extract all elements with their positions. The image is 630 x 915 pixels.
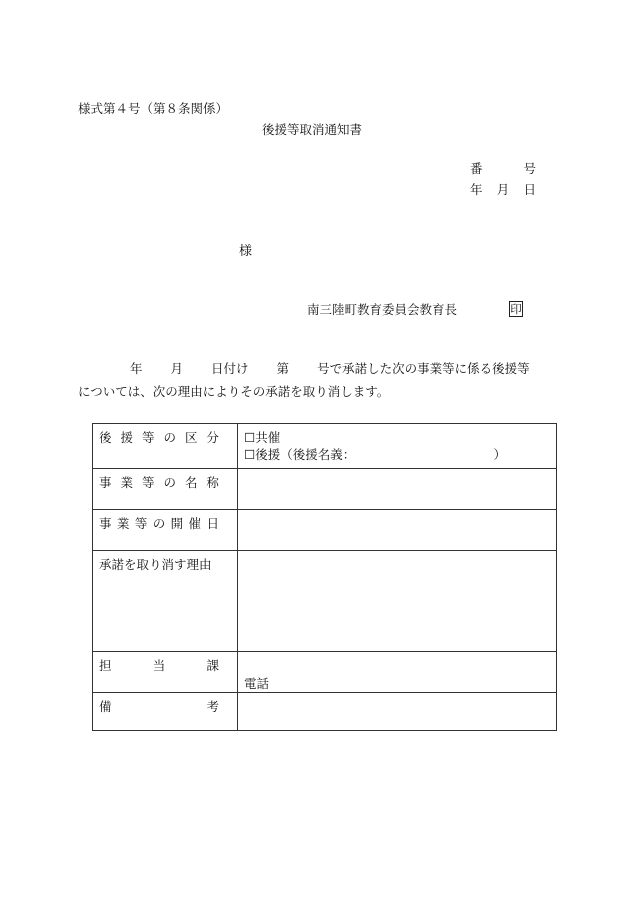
table-row [93,510,557,551]
addressee-suffix: 様 [239,244,253,259]
detail-table [92,423,557,731]
body-month: 月 [170,361,184,376]
body-text-line-1 [78,363,530,376]
label-char: 課 [206,658,219,673]
kouen-close-paren: ） [493,447,506,462]
kouen-checkbox[interactable] [244,446,506,463]
table-row [93,469,557,510]
table-row [93,652,557,693]
label-char: 業 [120,475,133,490]
label-char: 称 [206,475,219,490]
phone-label: 電話 [244,676,270,691]
label-char: 事 [99,475,112,490]
label-char: 事 [99,516,112,531]
label-char: 分 [206,430,219,445]
table-row [93,424,557,469]
label-char: 当 [152,658,166,673]
remarks-field[interactable] [238,693,557,731]
row-label-remarks [93,693,238,731]
label-char: 等 [134,516,148,531]
cancel-reason-field[interactable] [238,551,557,652]
body-approval-text: 号で承諾した次の事業等に係る後援等 [317,361,530,376]
row-label-cancel-reason: 承諾を取り消す理由 [93,551,238,652]
number-char: 番 [470,161,483,176]
department-field[interactable] [238,652,557,693]
label-char: 催 [188,516,202,531]
label-char: 等 [141,475,155,490]
document-date-label [470,184,536,197]
label-char: の [152,516,166,531]
label-char: 名 [184,475,198,490]
label-char: 区 [184,430,198,445]
row-label-category [93,424,238,469]
event-name-field[interactable] [238,469,557,510]
event-date-field[interactable] [238,510,557,551]
row-label-event-name [93,469,238,510]
row-label-event-date [93,510,238,551]
date-year: 年 [470,182,483,197]
table-row [93,551,557,652]
date-day: 日 [523,182,536,197]
table-row [93,693,557,731]
seal-stamp: 印 [510,302,522,316]
label-char: 担 [99,658,112,673]
category-value-cell [238,424,557,469]
document-number-label [470,163,536,176]
label-char: 日 [206,516,219,531]
row-label-department [93,652,238,693]
body-year: 年 [130,361,143,376]
label-char: 業 [116,516,130,531]
label-char: 考 [206,699,219,714]
body-number-prefix: 第 [276,361,290,376]
body-text-line-2: については、次の理由によりその承諾を取り消します。 [78,384,390,399]
label-char: の [163,475,176,490]
form-number: 様式第４号（第８条関係） [78,101,229,116]
label-char: 備 [99,699,112,714]
label-char: 等 [141,430,155,445]
label-char: 援 [120,430,133,445]
label-char: 開 [170,516,184,531]
date-month: 月 [496,182,510,197]
kyosai-checkbox[interactable]: ☐共催 [244,430,281,445]
number-char: 号 [523,161,536,176]
kouen-label: ☐後援（後援名義： [244,447,356,462]
document-title: 後援等取消通知書 [262,122,363,137]
body-date-suffix: 日付け [211,361,249,376]
issuer-name: 南三陸町教育委員会教育長 [307,302,458,317]
label-char: の [163,430,176,445]
label-char: 後 [99,430,112,445]
